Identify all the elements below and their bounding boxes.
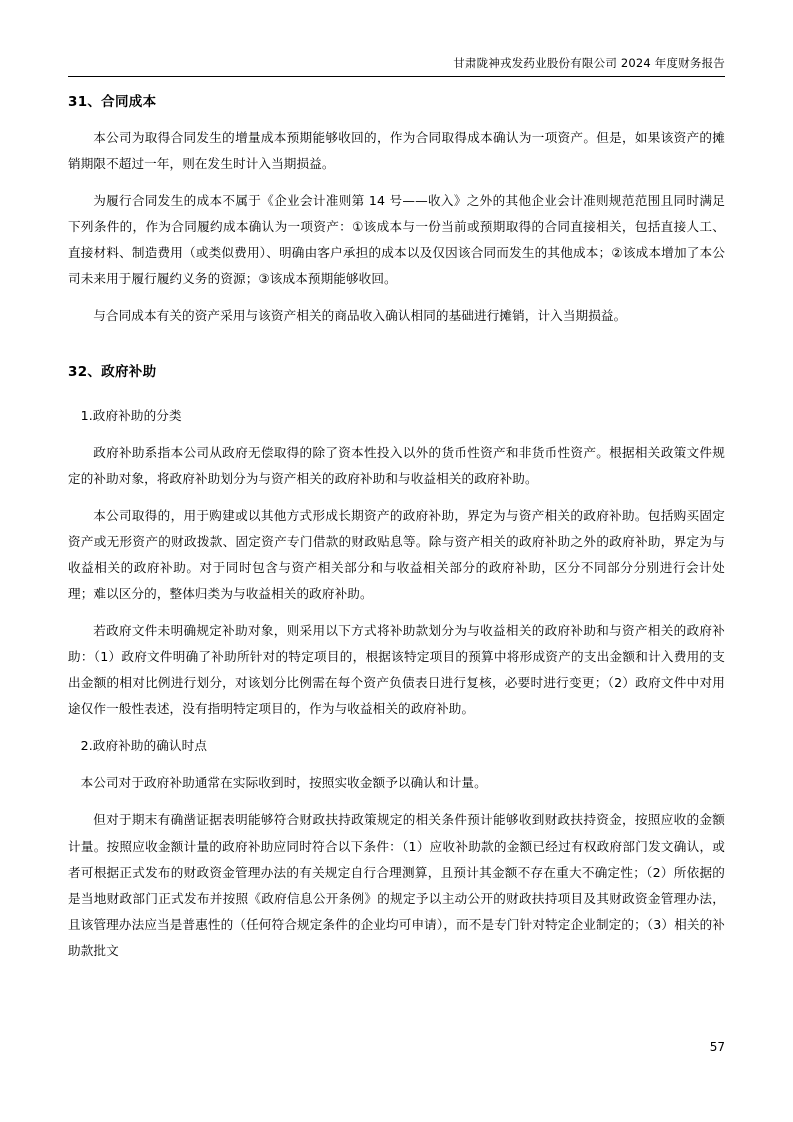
section-contract-cost xyxy=(68,92,725,329)
section-31-paragraph-1: 本公司为取得合同发生的增量成本预期能够收回的，作为合同取得成本确认为一项资产。但是，如果该资产的摊销期限不超过一年，则在发生时计入当期损益。 xyxy=(68,129,725,171)
section-government-grants xyxy=(68,343,725,964)
spacer xyxy=(68,292,725,303)
spacer xyxy=(68,114,725,125)
section-32-paragraph-1-1: 政府补助系指本公司从政府无偿取得的除了资本性投入以外的货币性资产和非货币性资产。根据相关政策文件规定的补助对象，将政府补助划分为与资产相关的政府补助和与收益相关的政府补助。 xyxy=(68,444,725,486)
section-31-paragraph-3: 与合同成本有关的资产采用与该资产相关的商品收入确认相同的基础进行摊销，计入当期损益。 xyxy=(93,307,627,323)
document-body xyxy=(68,92,725,964)
section-32-heading: 32、政府补助 xyxy=(68,364,157,381)
spacer xyxy=(68,384,725,403)
spacer xyxy=(68,429,725,440)
section-32-subheading-2: 2.政府补助的确认时点 xyxy=(80,738,208,754)
header-divider xyxy=(68,76,725,77)
spacer xyxy=(68,796,725,807)
spacer xyxy=(68,177,725,188)
section-31-paragraph-2: 为履行合同发生的成本不属于《企业会计准则第 14 号——收入》之外的其他企业会计准则规范范围且同时满足下列条件的，作为合同履约成本确认为一项资产：①该成本与一份当前或预期取得的合同直接相关，包括直接人工、直接材料、制造费用（或类似费用）、明确由客户承担的成本以及仅因该合同而发生的其他成本；②该成本增加了本公司未来用于履行履约义务的资源；③该成本预期能够收回。 xyxy=(68,192,725,286)
spacer xyxy=(68,607,725,618)
section-32-paragraph-2-2: 但对于期末有确凿证据表明能够符合财政扶持政策规定的相关条件预计能够收到财政扶持资金，按照应收的金额计量。按照应收金额计量的政府补助应同时符合以下条件：（1）应收补助款的金额已经过有权政府部门发文确认，或者可根据正式发布的财政资金管理办法的有关规定自行合理测算，且预计其金额不存在重大不确定性；（2）所依据的是当地财政部门正式发布并按照《政府信息公开条例》的规定予以主动公开的财政扶持项目及其财政资金管理办法，且该管理办法应当是普惠性的（任何符合规定条件的企业均可申请），而不是专门针对特定企业制定的；（3）相关的补助款批文 xyxy=(68,812,725,958)
section-31-heading: 31、合同成本 xyxy=(68,94,157,110)
page-content-area xyxy=(68,0,725,1122)
spacer xyxy=(68,759,725,770)
page-header: 甘肃陇神戎发药业股份有限公司 2024 年度财务报告 xyxy=(453,56,725,70)
section-32-subheading-1: 1.政府补助的分类 xyxy=(80,407,182,423)
spacer xyxy=(68,722,725,733)
section-32-paragraph-1-3: 若政府文件未明确规定补助对象，则采用以下方式将补助款划分为与收益相关的政府补助和与资产相关的政府补助：（1）政府文件明确了补助所针对的特定项目的，根据该特定项目的预算中将形成资产的支出金额和计入费用的支出金额的相对比例进行划分，对该划分比例需在每个资产负债表日进行复核，必要时进行变更；（2）政府文件中对用途仅作一般性表述，没有指明特定项目的，作为与收益相关的政府补助。 xyxy=(68,623,725,717)
spacer xyxy=(68,492,725,503)
section-32-paragraph-2-1: 本公司对于政府补助通常在实际收到时，按照实收金额予以确认和计量。 xyxy=(80,775,487,791)
spacer xyxy=(68,343,725,362)
page-number: 57 xyxy=(709,1040,725,1054)
section-32-paragraph-1-2: 本公司取得的，用于购建或以其他方式形成长期资产的政府补助，界定为与资产相关的政府补助。包括购买固定资产或无形资产的财政拨款、固定资产专门借款的财政贴息等。除与资产相关的政府补助之外的政府补助，界定为与收益相关的政府补助。对于同时包含与资产相关部分和与收益相关部分的政府补助，区分不同部分分别进行会计处理；难以区分的，整体归类为与收益相关的政府补助。 xyxy=(68,507,725,601)
